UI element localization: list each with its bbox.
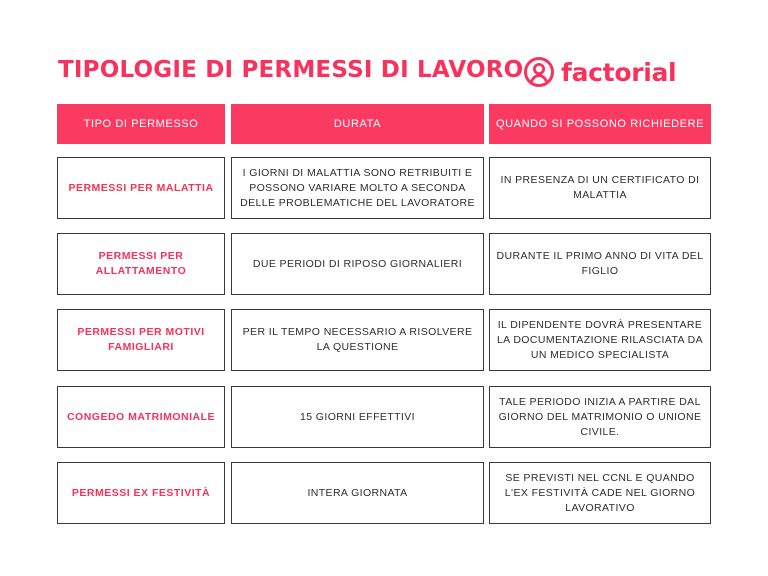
- row-5-type: PERMESSI EX FESTIVITÀ: [57, 462, 225, 524]
- row-3-duration: PER IL TEMPO NECESSARIO A RISOLVERE LA QUESTIONE: [231, 309, 484, 371]
- header-type: TIPO DI PERMESSO: [57, 104, 225, 144]
- row-5-duration: INTERA GIORNATA: [231, 462, 484, 524]
- row-1-duration: I GIORNI DI MALATTIA SONO RETRIBUITI E POSSONO VARIARE MOLTO A SECONDA DELLE PROBLEMATICHE DEL LAVORATORE: [231, 157, 484, 219]
- row-2-duration: DUE PERIODI DI RIPOSO GIORNALIERI: [231, 233, 484, 295]
- row-1-when: IN PRESENZA DI UN CERTIFICATO DI MALATTIA: [489, 157, 711, 219]
- header-when: QUANDO SI POSSONO RICHIEDERE: [489, 104, 711, 144]
- row-4-type: CONGEDO MATRIMONIALE: [57, 386, 225, 448]
- row-3-when: IL DIPENDENTE DOVRÀ PRESENTARE LA DOCUMENTAZIONE RILASCIATA DA UN MEDICO SPECIALISTA: [489, 309, 711, 371]
- row-2-type: PERMESSI PER ALLATTAMENTO: [57, 233, 225, 295]
- brand-name: factorial: [561, 57, 677, 87]
- brand-logo: [523, 56, 676, 88]
- row-5-when: SE PREVISTI NEL CCNL E QUANDO L'EX FESTIVITÀ CADE NEL GIORNO LAVORATIVO: [489, 462, 711, 524]
- row-4-when: TALE PERIODO INIZIA A PARTIRE DAL GIORNO DEL MATRIMONIO O UNIONE CIVILE.: [489, 386, 711, 448]
- row-3-type: PERMESSI PER MOTIVI FAMIGLIARI: [57, 309, 225, 371]
- header-duration: DURATA: [231, 104, 484, 144]
- row-4-duration: 15 GIORNI EFFETTIVI: [231, 386, 484, 448]
- page-title: TIPOLOGIE DI PERMESSI DI LAVORO: [58, 57, 524, 83]
- row-1-type: PERMESSI PER MALATTIA: [57, 157, 225, 219]
- person-circle-icon: [523, 56, 555, 88]
- row-2-when: DURANTE IL PRIMO ANNO DI VITA DEL FIGLIO: [489, 233, 711, 295]
